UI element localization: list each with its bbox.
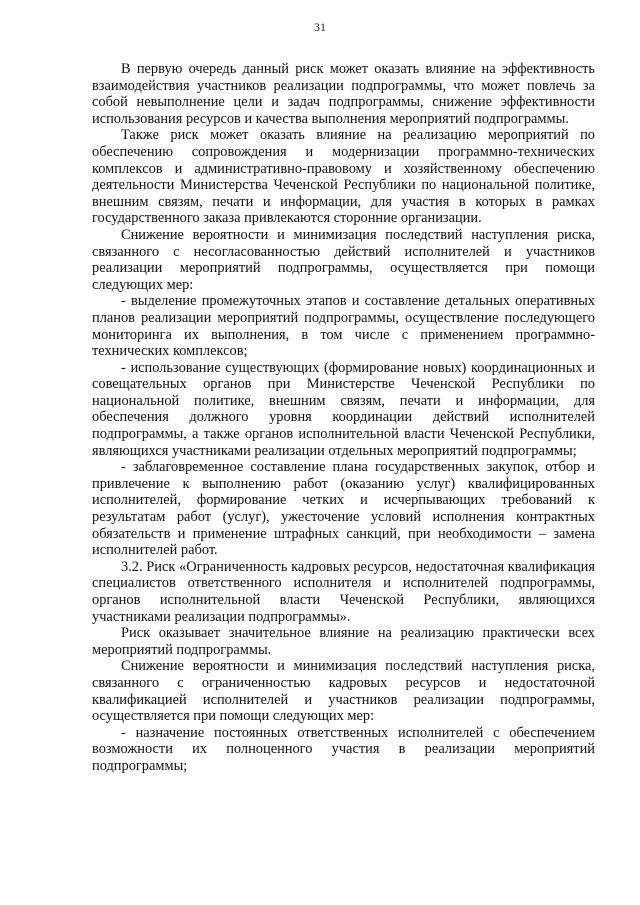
page-number: 31	[314, 20, 326, 34]
list-item: - выделение промежуточных этапов и составление детальных оперативных планов реализации мероприятий подпрограммы, осуществление последующего мониторинга их выполнения, в том числе с применением программно-технических комплексов;	[92, 293, 595, 360]
list-item: - использование существующих (формирование новых) координационных и совещательных органов при Министерстве Чеченской Республики по национальной политике, внешним связям, печати и информации, для обеспечения должного уровня координации действий исполнителей подпрограммы, а также органов исполнительной власти Чеченской Республики, являющихся участниками реализации отдельных мероприятий подпрограммы;	[92, 359, 595, 459]
risk-heading-paragraph: 3.2. Риск «Ограниченность кадровых ресурсов, недостаточная квалификация специалистов ответственного исполнителя и исполнителей подпрограммы, органов исполнительной власти Чеченской Республики, являющихся участниками реализации подпрограммы».	[92, 558, 595, 625]
paragraph: Снижение вероятности и минимизация последствий наступления риска, связанного с ограниченностью кадровых ресурсов и недостаточной квалификацией исполнителей и участников реализации подпрограммы, осуществляется при помощи следующих мер:	[92, 658, 595, 725]
paragraph: В первую очередь данный риск может оказать влияние на эффективность взаимодействия участников реализации подпрограммы, что может повлечь за собой невыполнение цели и задач подпрограммы, снижение эффективности использования ресурсов и качества выполнения мероприятий подпрограммы.	[92, 61, 595, 127]
paragraph: Также риск может оказать влияние на реализацию мероприятий по обеспечению сопровождения и модернизации программно-технических комплексов и административно-правовому и хозяйственному обеспечению деятельности Министерства Чеченской Республики по национальной политике, внешним связям, печати и информации, для участия в которых в рамках государственного заказа привлекаются сторонние организации.	[92, 127, 595, 227]
paragraph: Снижение вероятности и минимизация последствий наступления риска, связанного с несогласованностью действий исполнителей и участников реализации мероприятий подпрограммы, осуществляется при помощи следующих мер:	[92, 226, 595, 293]
paragraph: Риск оказывает значительное влияние на реализацию практически всех мероприятий подпрограммы.	[92, 625, 595, 658]
document-body	[92, 61, 595, 775]
list-item: - назначение постоянных ответственных исполнителей с обеспечением возможности их полноценного участия в реализации мероприятий подпрограммы;	[92, 724, 595, 774]
list-item: - заблаговременное составление плана государственных закупок, отбор и привлечение к выполнению работ (оказанию услуг) квалифицированных исполнителей, формирование четких и исчерпывающих требований к результатам работ (услуг), ужесточение условий исполнения контрактных обязательств и применение штрафных санкций, при необходимости – замена исполнителей работ.	[92, 459, 595, 559]
